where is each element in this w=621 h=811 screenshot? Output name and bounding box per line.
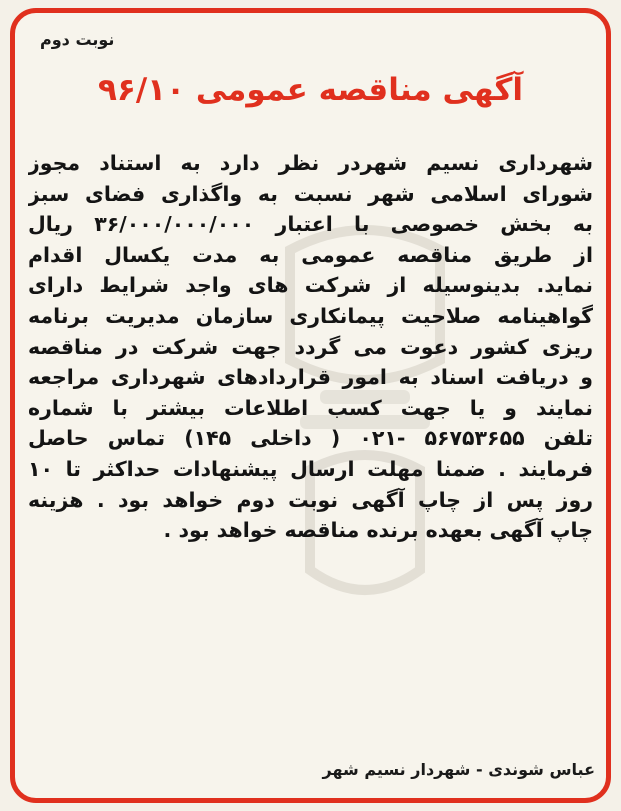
turn-label: نوبت دوم [40,30,115,49]
notice-body [28,148,593,546]
body-line: از طریق مناقصه عمومی به مدت یکسال اقدام [28,242,593,267]
body-line: شورای اسلامی شهر نسبت به واگذاری فضای سبز [28,181,593,206]
body-line: چاپ آگهی بعهده برنده مناقصه خواهد بود . [163,518,593,543]
body-line: روز پس از چاپ آگهی نوبت دوم خواهد بود . هزینه [28,487,593,512]
body-line: و دریافت اسناد به امور قراردادهای شهرداری مراجعه [28,365,593,390]
body-line: تلفن ۵۶۷۵۳۶۵۵ -۰۲۱ ( داخلی ۱۴۵) تماس حاصل [28,426,593,451]
body-line: شهرداری نسیم شهردر نظر دارد به استناد مجوز [28,151,593,175]
body-line: فرمایند . ضمنا مهلت ارسال پیشنهادات حداکثر تا ۱۰ [28,456,593,481]
signature: عباس شوندی - شهردار نسیم شهر [322,760,595,779]
notice-title: آگهی مناقصه عمومی ۹۶/۱۰ [98,72,523,108]
body-line: نمایند و یا جهت کسب اطلاعات بیشتر با شماره [28,395,593,420]
body-line: گواهینامه صلاحیت پیمانکاری سازمان مدیریت برنامه [28,303,593,328]
body-line: به بخش خصوصی با اعتبار ۳۶/۰۰۰/۰۰۰/۰۰۰ ریال [28,212,593,237]
body-line: ریزی کشور دعوت می گردد جهت شرکت در مناقصه [28,334,593,359]
body-line: نماید. بدینوسیله از شرکت های واجد شرایط دارای [28,273,593,298]
